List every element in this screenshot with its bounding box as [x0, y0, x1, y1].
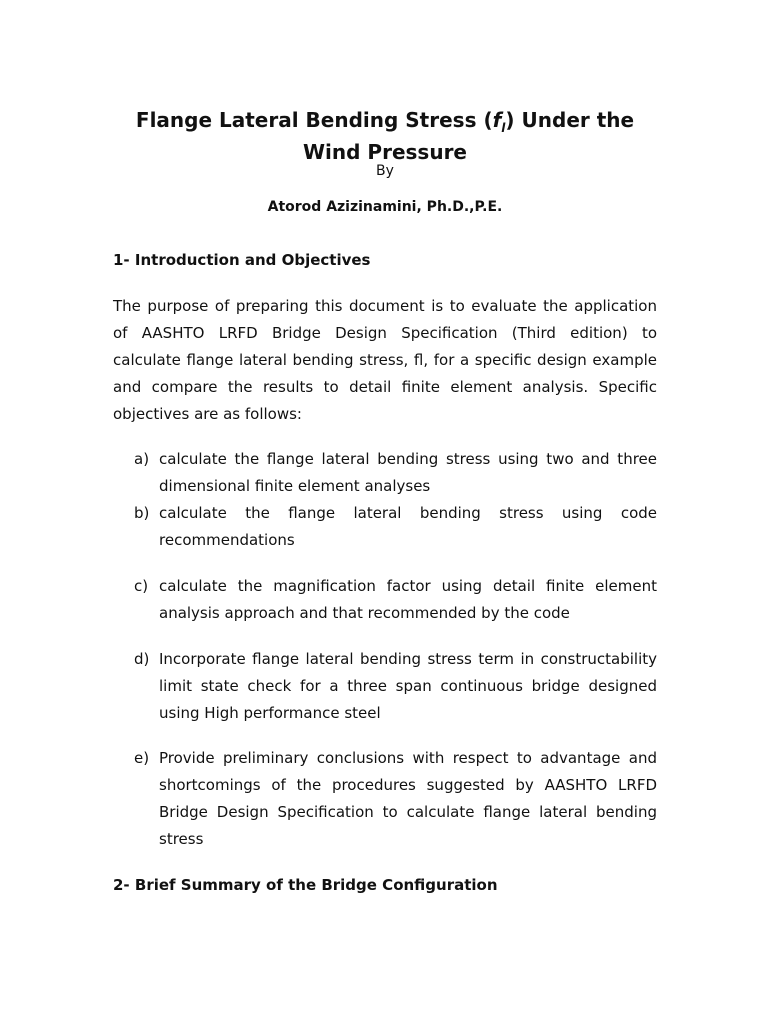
list-item-line: Bridge Design Specification to calculate flange lateral bending	[159, 803, 657, 821]
list-item-line: stress	[159, 830, 204, 848]
objective-item-d	[134, 646, 657, 727]
title-subscript: l	[501, 121, 506, 135]
paragraph-line: The purpose of preparing this document is to evaluate the application	[113, 297, 657, 315]
section-heading-bridge-configuration: 2- Brief Summary of the Bridge Configuration	[113, 876, 498, 894]
list-marker: a)	[134, 450, 150, 468]
title-text-b: ) Under the	[505, 108, 635, 132]
paragraph-line: objectives are as follows:	[113, 405, 302, 423]
list-item-line: calculate the magnification factor using detail finite element	[159, 577, 657, 595]
document-title	[0, 108, 770, 164]
objective-item-a	[134, 446, 657, 500]
objective-item-e	[134, 745, 657, 853]
by-label: By	[376, 163, 394, 179]
author-name: Atorod Azizinamini, Ph.D.,P.E.	[267, 199, 503, 215]
list-item-line: Incorporate flange lateral bending stress term in constructability	[159, 650, 657, 668]
list-item-line: calculate the flange lateral bending stress using code	[159, 504, 657, 522]
section-heading-introduction: 1- Introduction and Objectives	[113, 251, 371, 269]
list-item-line: using High performance steel	[159, 704, 381, 722]
paragraph-line: of AASHTO LRFD Bridge Design Specification (Third edition) to	[113, 324, 657, 342]
list-item-line: calculate the flange lateral bending stress using two and three	[159, 450, 657, 468]
list-item-line: dimensional finite element analyses	[159, 477, 431, 495]
list-marker: c)	[134, 577, 149, 595]
list-marker: b)	[134, 504, 150, 522]
list-marker: d)	[134, 650, 150, 668]
paragraph-line: calculate flange lateral bending stress, fl, for a specific design example	[113, 351, 657, 369]
paragraph-line: and compare the results to detail finite element analysis. Specific	[113, 378, 657, 396]
introduction-paragraph	[113, 293, 657, 428]
list-item-line: shortcomings of the procedures suggested by AASHTO LRFD	[159, 776, 657, 794]
list-item-line: analysis approach and that recommended by the code	[159, 604, 570, 622]
objective-item-c	[134, 573, 657, 627]
list-item-line: recommendations	[159, 531, 295, 549]
title-line-1	[0, 108, 770, 140]
title-text-a: Flange Lateral Bending Stress (	[135, 108, 493, 132]
objective-item-b	[134, 500, 657, 554]
list-marker: e)	[134, 749, 150, 767]
list-item-line: limit state check for a three span continuous bridge designed	[159, 677, 657, 695]
title-variable: f	[492, 108, 502, 132]
title-line-2: Wind Pressure	[303, 140, 467, 164]
list-item-line: Provide preliminary conclusions with respect to advantage and	[159, 749, 657, 767]
